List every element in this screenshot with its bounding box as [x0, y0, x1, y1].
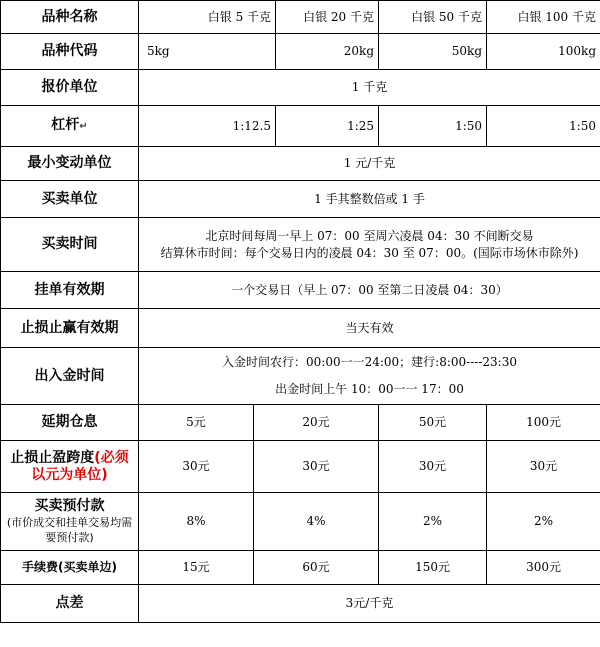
value-product-code-4: 100kg	[487, 34, 600, 70]
label-spread: 点差	[1, 585, 139, 623]
value-order-validity: 一个交易日（早上 07：00 至第二日凌晨 04：30）	[139, 272, 600, 309]
value-stop-distance-4: 30元	[487, 441, 600, 493]
row-stop-distance	[1, 441, 600, 493]
row-trade-time	[1, 218, 600, 272]
value-stop-validity: 当天有效	[139, 309, 600, 348]
value-commission-2: 60元	[254, 551, 379, 585]
trade-time-line-2: 结算休市时间：每个交易日内的凌晨 04：30 至 07：00。(国际市场休市除外)	[160, 245, 579, 260]
value-prepay-3: 2%	[379, 493, 487, 551]
value-spread: 3元/千克	[139, 585, 600, 623]
row-order-validity	[1, 272, 600, 309]
value-quote-unit: 1 千克	[139, 70, 600, 106]
fund-time-line-1: 入金时间农行：00:00一一24:00；建行:8:00----23:30	[222, 355, 517, 369]
label-stop-validity: 止损止赢有效期	[1, 309, 139, 348]
fund-time-line-2: 出金时间上午 10：00一一 17：00	[275, 382, 464, 396]
label-stop-distance-warning: (必须以元为单位)	[31, 449, 129, 483]
cell-end-mark: ↵	[79, 121, 88, 132]
value-prepay-4: 2%	[487, 493, 600, 551]
label-commission: 手续费(买卖单边)	[1, 551, 139, 585]
label-leverage-text: 杠杆	[51, 117, 80, 133]
row-product-code	[1, 34, 600, 70]
row-trade-unit	[1, 181, 600, 218]
value-prepay-2: 4%	[254, 493, 379, 551]
row-fund-time	[1, 348, 600, 405]
value-product-code-2: 20kg	[276, 34, 379, 70]
label-leverage	[1, 106, 139, 147]
label-trade-unit: 买卖单位	[1, 181, 139, 218]
label-prepay	[1, 493, 139, 551]
label-product-code: 品种代码	[1, 34, 139, 70]
value-stop-distance-1: 30元	[139, 441, 254, 493]
row-spread	[1, 585, 600, 623]
value-overnight-fee-1: 5元	[139, 405, 254, 441]
value-leverage-1: 1:12.5	[139, 106, 276, 147]
value-trade-unit: 1 手其整数倍或 1 手	[139, 181, 600, 218]
label-prepay-main: 买卖预付款	[34, 498, 105, 514]
row-quote-unit	[1, 70, 600, 106]
row-product-name	[1, 1, 600, 34]
label-prepay-note: (市价成交和挂单交易均需要预付款)	[6, 516, 133, 544]
value-commission-4: 300元	[487, 551, 600, 585]
row-commission	[1, 551, 600, 585]
row-stop-validity	[1, 309, 600, 348]
label-quote-unit: 报价单位	[1, 70, 139, 106]
value-product-name-3: 白银 50 千克	[379, 1, 487, 34]
label-trade-time: 买卖时间	[1, 218, 139, 272]
value-product-name-4: 白银 100 千克	[487, 1, 600, 34]
value-product-name-1: 白银 5 千克	[139, 1, 276, 34]
row-leverage	[1, 106, 600, 147]
label-stop-distance	[1, 441, 139, 493]
value-product-code-1: 5kg	[139, 34, 276, 70]
label-min-tick: 最小变动单位	[1, 147, 139, 181]
row-prepay	[1, 493, 600, 551]
value-product-name-2: 白银 20 千克	[276, 1, 379, 34]
value-overnight-fee-4: 100元	[487, 405, 600, 441]
value-commission-1: 15元	[139, 551, 254, 585]
label-product-name: 品种名称	[1, 1, 139, 34]
value-trade-time	[139, 218, 600, 272]
value-prepay-1: 8%	[139, 493, 254, 551]
value-overnight-fee-2: 20元	[254, 405, 379, 441]
trade-time-line-1: 北京时间每周一早上 07：00 至周六凌晨 04：30 不间断交易	[205, 228, 534, 243]
row-min-tick	[1, 147, 600, 181]
value-commission-3: 150元	[379, 551, 487, 585]
value-leverage-3: 1:50	[379, 106, 487, 147]
value-stop-distance-3: 30元	[379, 441, 487, 493]
label-fund-time: 出入金时间	[1, 348, 139, 405]
value-overnight-fee-3: 50元	[379, 405, 487, 441]
label-stop-distance-main: 止损止盈跨度	[10, 449, 95, 466]
value-product-code-3: 50kg	[379, 34, 487, 70]
value-stop-distance-2: 30元	[254, 441, 379, 493]
value-leverage-4: 1:50	[487, 106, 600, 147]
label-order-validity: 挂单有效期	[1, 272, 139, 309]
value-fund-time	[139, 348, 600, 405]
value-leverage-2: 1:25	[276, 106, 379, 147]
row-overnight-fee	[1, 405, 600, 441]
value-min-tick: 1 元/千克	[139, 147, 600, 181]
label-overnight-fee: 延期仓息	[1, 405, 139, 441]
